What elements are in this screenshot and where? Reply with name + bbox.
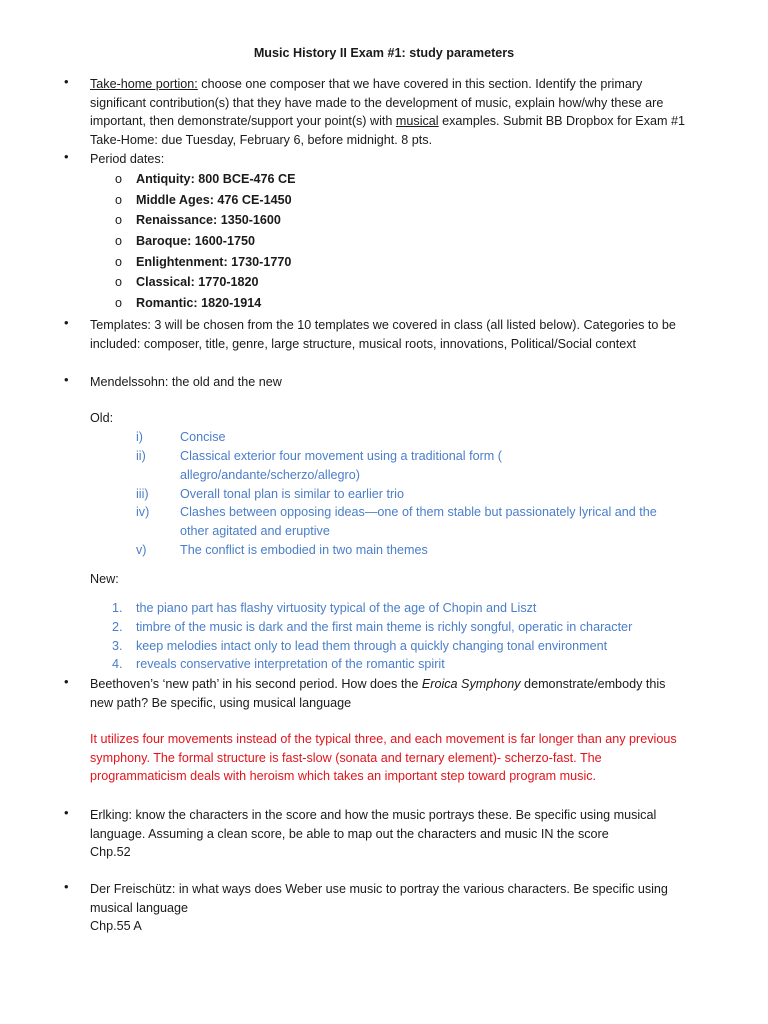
new-item: timbre of the music is dark and the first main theme is richly songful, operatic in character xyxy=(136,620,633,634)
old-item: Concise xyxy=(180,430,226,444)
period-marker: o xyxy=(115,296,123,310)
page-title: Music History II Exam #1: study parameters xyxy=(253,46,515,60)
eroica-title: Eroica Symphony xyxy=(421,677,521,691)
takehome-musical-word: musical xyxy=(395,114,439,129)
period-marker: o xyxy=(115,234,123,248)
new-label: New: xyxy=(90,572,119,586)
old-item-marker: ii) xyxy=(136,449,146,463)
takehome-text-1: choose one composer that we have covered in this section. Identify the primary significant contribution(s) that they have made to the development of music, explain how/why these are important, then demonstrate/support your point(s) with xyxy=(90,77,664,129)
bullet: • xyxy=(64,879,69,894)
new-item: keep melodies intact only to lead them through a quickly changing tonal environment xyxy=(136,639,608,653)
bullet: • xyxy=(64,372,69,387)
old-item: Overall tonal plan is similar to earlier trio xyxy=(180,487,404,501)
new-item-marker: 4. xyxy=(112,657,123,671)
bullet: • xyxy=(64,74,69,89)
period-item: Enlightenment: 1730-1770 xyxy=(136,255,292,269)
bullet: • xyxy=(64,149,69,164)
freischutz-paragraph: Der Freischütz: in what ways does Weber use music to portray the various characters. Be specific using musical language xyxy=(90,882,668,915)
beethoven-text-2: demonstrate/embody this new path? Be specific, using musical language xyxy=(90,677,666,710)
old-item-marker: iii) xyxy=(136,487,149,501)
old-item-marker: i) xyxy=(136,430,143,444)
new-item-marker: 2. xyxy=(112,620,123,634)
old-label: Old: xyxy=(90,411,114,425)
beethoven-text-1: Beethoven’s ‘new path’ in his second period. How does the xyxy=(90,677,422,691)
new-item: the piano part has flashy virtuosity typical of the age of Chopin and Liszt xyxy=(136,601,537,615)
freischutz-chapter: Chp.55 A xyxy=(90,919,142,933)
new-item-marker: 3. xyxy=(112,639,123,653)
old-item: Classical exterior four movement using a traditional form ( allegro/andante/scherzo/allegro) xyxy=(180,449,502,482)
takehome-text-2: examples. Submit BB Dropbox for Exam #1 Take-Home: due Tuesday, February 6, before midnight. 8 pts. xyxy=(90,114,685,147)
new-item-marker: 1. xyxy=(112,601,123,615)
beethoven-question xyxy=(90,675,690,712)
period-item: Baroque: 1600-1750 xyxy=(136,234,256,248)
erlking-chapter: Chp.52 xyxy=(90,845,131,859)
period-marker: o xyxy=(115,193,123,207)
period-item: Renaissance: 1350-1600 xyxy=(136,213,281,227)
period-item: Antiquity: 800 BCE-476 CE xyxy=(136,172,296,186)
period-marker: o xyxy=(115,172,123,186)
old-item-marker: iv) xyxy=(136,505,150,519)
period-dates-label: Period dates: xyxy=(90,152,165,166)
new-item: reveals conservative interpretation of the romantic spirit xyxy=(136,657,445,671)
period-marker: o xyxy=(115,255,123,269)
takehome-paragraph xyxy=(90,75,690,149)
period-item: Classical: 1770-1820 xyxy=(136,275,259,289)
period-item: Middle Ages: 476 CE-1450 xyxy=(136,193,292,207)
period-marker: o xyxy=(115,213,123,227)
period-marker: o xyxy=(115,275,123,289)
bullet: • xyxy=(64,674,69,689)
takehome-label: Take-home portion: xyxy=(90,77,198,91)
mendelssohn-heading: Mendelssohn: the old and the new xyxy=(90,375,282,389)
old-item: The conflict is embodied in two main themes xyxy=(180,543,428,557)
period-item: Romantic: 1820-1914 xyxy=(136,296,262,310)
old-item-marker: v) xyxy=(136,543,147,557)
bullet: • xyxy=(64,315,69,330)
old-item: Clashes between opposing ideas—one of them stable but passionately lyrical and the other agitated and eruptive xyxy=(180,505,657,538)
beethoven-answer: It utilizes four movements instead of the typical three, and each movement is far longer than any previous symphony. The formal structure is fast-slow (sonata and ternary element)- scherzo-fast. The programmaticism deals with heroism which takes an important step toward program music. xyxy=(90,732,677,784)
erlking-paragraph: Erlking: know the characters in the score and how the music portrays these. Be specific using musical language. Assuming a clean score, be able to map out the characters and music IN the score xyxy=(90,808,657,841)
templates-paragraph: Templates: 3 will be chosen from the 10 templates we covered in class (all listed below). Categories to be included: composer, title, genre, large structure, musical roots, innovations, Political/Social context xyxy=(90,318,676,351)
bullet: • xyxy=(64,805,69,820)
